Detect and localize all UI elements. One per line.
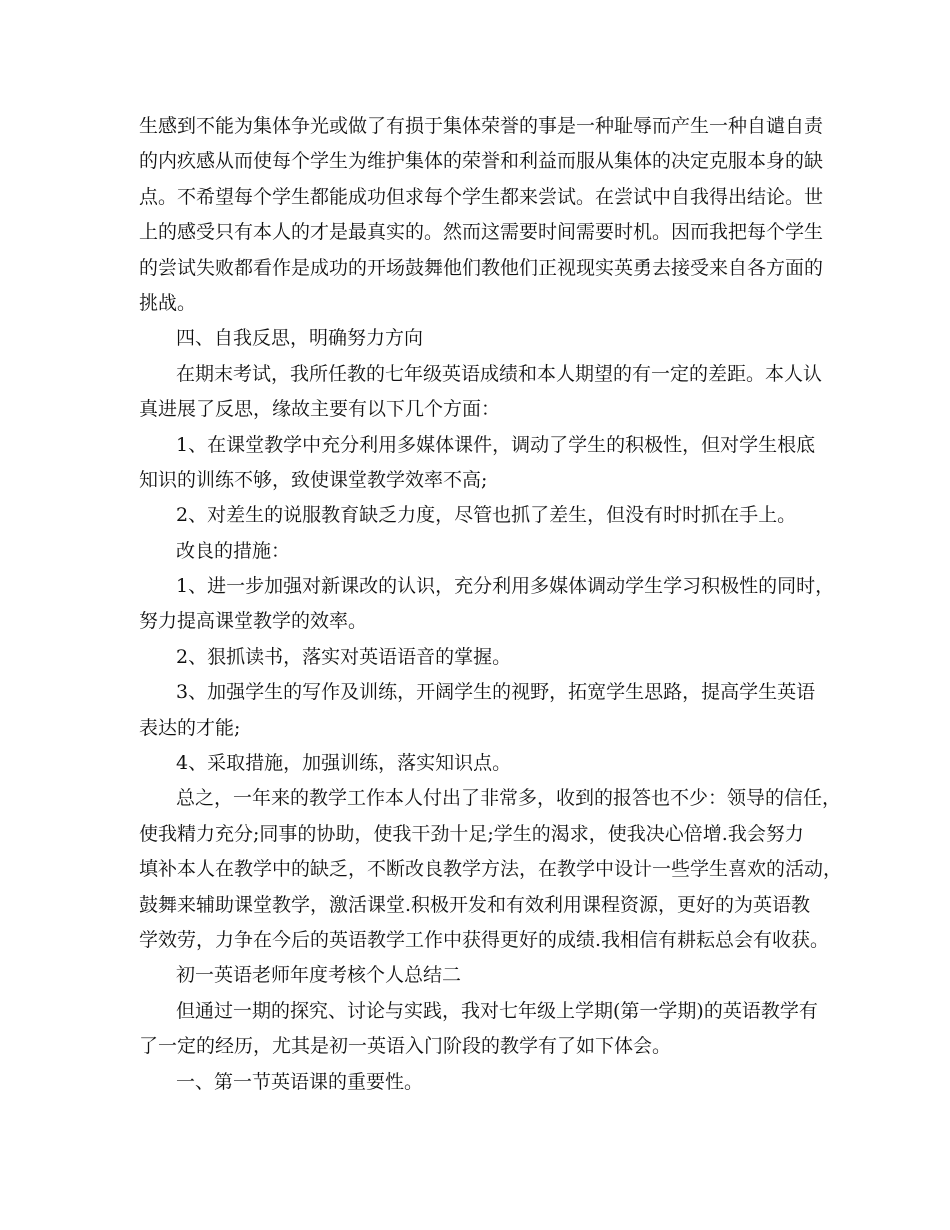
text-line: 总之，一年来的教学工作本人付出了非常多，收到的报答也不少：领导的信任，	[176, 787, 842, 810]
text-line: 初一英语老师年度考核个人总结二	[176, 964, 462, 987]
text-line: 表达的才能;	[139, 716, 241, 739]
text-line: 3、加强学生的写作及训练，开阔学生的视野，拓宽学生思路，提高学生英语	[176, 681, 816, 704]
text-line: 改良的措施：	[176, 539, 291, 562]
text-line: 1、进一步加强对新课改的认识，充分利用多媒体调动学生学习积极性的同时，	[176, 575, 835, 598]
text-line: 2、对差生的说服教育缺乏力度，尽管也抓了差生，但没有时时抓在手上。	[176, 504, 797, 527]
document-body	[139, 109, 843, 1100]
text-line: 学效劳，力争在今后的英语教学工作中获得更好的成绩.我相信有耕耘总会有收获。	[139, 928, 830, 951]
text-line: 生感到不能为集体争光或做了有损于集体荣誉的事是一种耻辱而产生一种自谴自责	[139, 115, 824, 137]
text-line: 1、在课堂教学中充分利用多媒体课件，调动了学生的积极性，但对学生根底	[176, 433, 816, 456]
text-line: 4、采取措施，加强训练，落实知识点。	[176, 752, 512, 775]
text-line: 努力提高课堂教学的效率。	[139, 610, 368, 633]
text-line: 点。不希望每个学生都能成功但求每个学生都来尝试。在尝试中自我得出结论。世	[139, 185, 824, 208]
text-line: 使我精力充分;同事的协助，使我干劲十足;学生的渴求，使我决心倍增.我会努力	[139, 822, 804, 845]
text-line: 真进展了反思，缘故主要有以下几个方面：	[139, 398, 501, 421]
text-line: 但通过一期的探究、讨论与实践，我对七年级上学期(第一学期)的英语教学有	[176, 999, 818, 1022]
text-line: 填补本人在教学中的缺乏，不断改良教学方法，在教学中设计一些学生喜欢的活动，	[139, 858, 843, 881]
text-line: 上的感受只有本人的才是最真实的。然而这需要时间需要时机。因而我把每个学生	[139, 221, 824, 244]
text-line: 的尝试失败都看作是成功的开场鼓舞他们教他们正视现实英勇去接受来自各方面的	[139, 256, 824, 279]
text-line: 四、自我反思，明确努力方向	[176, 327, 424, 350]
text-line: 在期末考试，我所任教的七年级英语成绩和本人期望的有一定的差距。本人认	[176, 362, 823, 385]
text-line: 一、第一节英语课的重要性。	[176, 1070, 424, 1093]
text-line: 挑战。	[139, 291, 197, 314]
text-line: 2、狠抓读书，落实对英语语音的掌握。	[176, 645, 512, 668]
text-line: 的内疚感从而使每个学生为维护集体的荣誉和利益而服从集体的决定克服本身的缺	[139, 150, 824, 173]
text-line: 了一定的经历，尤其是初一英语入门阶段的教学有了如下体会。	[139, 1035, 672, 1058]
text-line: 鼓舞来辅助课堂教学，激活课堂.积极开发和有效利用课程资源，更好的为英语教	[139, 893, 811, 916]
text-line: 知识的训练不够，致使课堂教学效率不高;	[139, 468, 488, 491]
